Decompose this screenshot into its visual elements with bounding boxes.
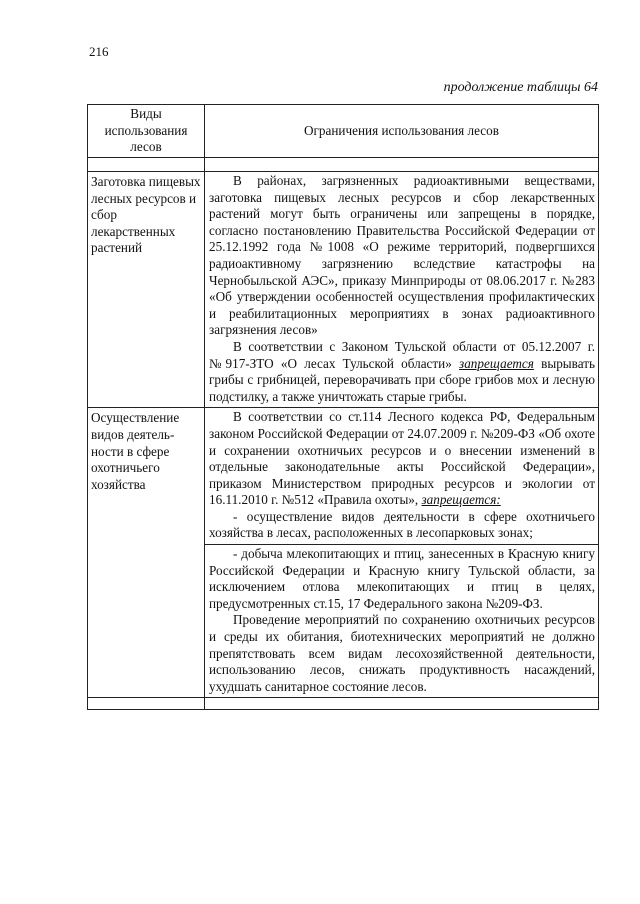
page-number: 216 <box>89 44 109 59</box>
restriction-paragraph: В районах, загрязненных радиоактивными веществами, заготовка пищевых лесных ресурсов и сбор лекарственных растений могут быть ограничены или запрещены в порядке, согласно постановлению Правительства Российской Федерации от 25.12.1992 года №1008 «О режиме территорий, подвергшихся радиоактивному загрязнению вследствие катастрофы на Чернобыльской АЭС», приказу Минприроды от 08.06.2017 г. №283 «Об утверждении особенностей осуществления профилактических и реабилитационных мероприятиях в зонах радиоактивного загрязнения лесов» <box>209 173 595 338</box>
emphasis-forbidden: запрещается <box>459 355 534 371</box>
end-row <box>88 698 599 710</box>
header-usage-types: Виды использования лесов <box>88 105 205 158</box>
header-restrictions: Ограничения использования лесов <box>205 105 599 158</box>
spacer-row <box>88 158 599 172</box>
restriction-paragraph: - осуществление видов деятельности в сфере охотничьего хозяйства в лесах, расположенных в лесопарковых зонах; <box>209 508 595 541</box>
usage-type-cell: Заготовка пищевых лесных ресурсов и сбор лекарственных растений <box>88 172 205 408</box>
restriction-cell <box>205 545 599 698</box>
restriction-paragraph: В соответствии со ст.114 Лесного кодекса РФ, Федеральным законом Российской Федерации от 24.07.2009 г. №209-ФЗ «Об охоте и сохранении охотничьих ресурсов и о внесении изменений в отдельные законодательные акты Российской Федерации», приказом Министерством природных ресурсов и экологии от 16.11.2010 г. №512 «Правила охоты», запрещается: <box>209 409 595 508</box>
table-caption: продолжение таблицы 64 <box>443 80 598 95</box>
restriction-cell <box>205 172 599 408</box>
restriction-paragraph: В соответствии с Законом Тульской области от 05.12.2007 г. №917-ЗТО «О лесах Тульской области» запрещается вырывать грибы с грибницей, переворачивать при сборе грибов мох и лесную подстилку, а также уничтожать старые грибы. <box>209 338 595 404</box>
restriction-paragraph: - добыча млекопитающих и птиц, занесенных в Красную книгу Российской Федерации и Красную книгу Тульской области, за исключением отлова млекопитающих и птиц в целях, предусмотренных ст.15, 17 Федерального закона №209-ФЗ. <box>209 546 595 611</box>
table-row <box>88 408 599 545</box>
restriction-paragraph: Проведение мероприятий по сохранению охотничьих ресурсов и среды их обитания, биотехнических мероприятий не должно препятствовать всем видам лесохозяйственной деятельности, использованию лесов, снижать продуктивность насаждений, ухудшать санитарное состояние лесов. <box>209 612 595 694</box>
table-header-row <box>88 105 599 158</box>
emphasis-forbidden: запрещается: <box>421 492 501 508</box>
restriction-cell <box>205 408 599 545</box>
table-row <box>88 172 599 408</box>
usage-type-cell: Осуществление видов деятель-ности в сфере охотничьего хозяйства <box>88 408 205 698</box>
restrictions-table <box>87 104 599 710</box>
